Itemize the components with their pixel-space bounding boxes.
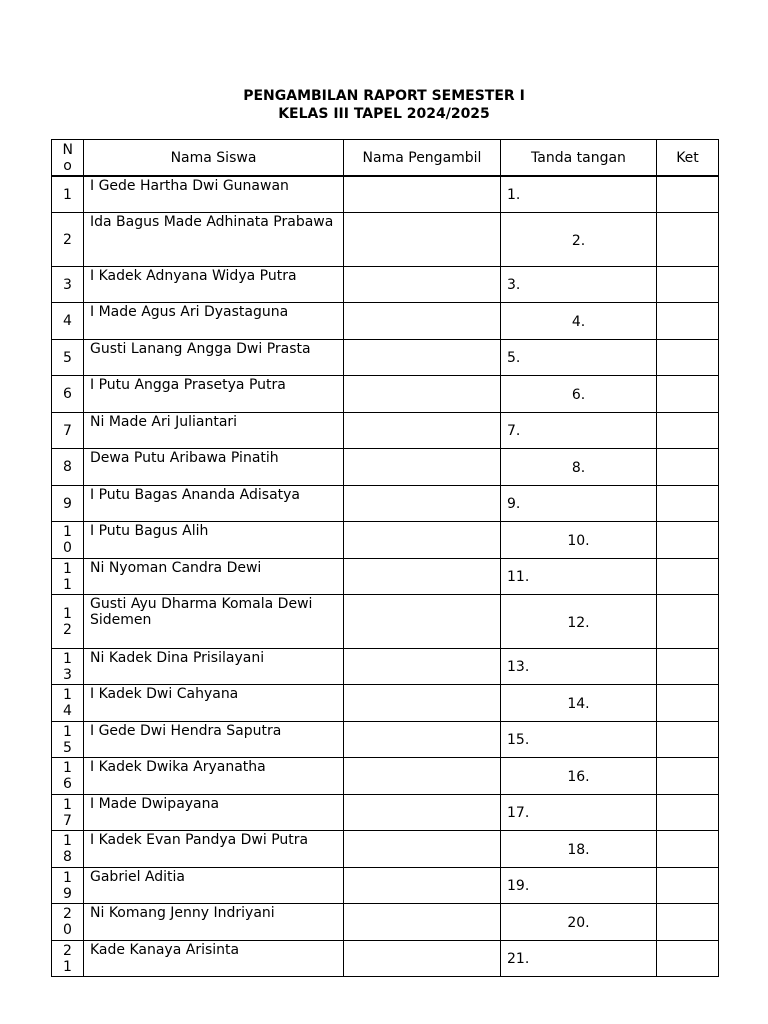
pengambil-cell [344, 340, 501, 376]
pengambil-cell [344, 868, 501, 904]
table-row [52, 522, 719, 559]
student-name: Ida Bagus Made Adhinata Prabawa [84, 213, 344, 267]
student-name: Dewa Putu Aribawa Pinatih [84, 449, 344, 486]
row-number: 1 [52, 176, 84, 213]
header-ket: Ket [657, 140, 719, 177]
row-number: 9 [52, 486, 84, 522]
table-row [52, 176, 719, 213]
row-number: 16 [52, 758, 84, 795]
header-nama-pengambil: Nama Pengambil [344, 140, 501, 177]
ket-cell [657, 685, 719, 722]
pengambil-cell [344, 941, 501, 977]
table-row [52, 413, 719, 449]
ket-cell [657, 449, 719, 486]
document-title [0, 87, 768, 123]
table-row [52, 340, 719, 376]
table-row [52, 267, 719, 303]
row-number: 8 [52, 449, 84, 486]
signature-cell: 5. [501, 340, 657, 376]
title-line-2: KELAS III TAPEL 2024/2025 [278, 106, 490, 122]
ket-cell [657, 795, 719, 831]
student-name: I Gede Hartha Dwi Gunawan [84, 176, 344, 213]
row-number: 19 [52, 868, 84, 904]
signature-cell: 20. [501, 904, 657, 941]
ket-cell [657, 376, 719, 413]
table-row [52, 795, 719, 831]
header-nama-siswa: Nama Siswa [84, 140, 344, 177]
student-name: I Putu Bagas Ananda Adisatya [84, 486, 344, 522]
student-name: I Kadek Dwi Cahyana [84, 685, 344, 722]
signature-cell: 8. [501, 449, 657, 486]
student-name: I Putu Angga Prasetya Putra [84, 376, 344, 413]
table-row [52, 449, 719, 486]
signature-cell: 17. [501, 795, 657, 831]
table-row [52, 758, 719, 795]
row-number: 17 [52, 795, 84, 831]
row-number: 2 [52, 213, 84, 267]
row-number: 20 [52, 904, 84, 941]
table-row [52, 486, 719, 522]
pengambil-cell [344, 449, 501, 486]
pengambil-cell [344, 486, 501, 522]
table-body [52, 176, 719, 977]
table-row [52, 722, 719, 758]
row-number: 12 [52, 595, 84, 649]
signature-cell: 10. [501, 522, 657, 559]
pengambil-cell [344, 559, 501, 595]
row-number: 13 [52, 649, 84, 685]
ket-cell [657, 486, 719, 522]
pengambil-cell [344, 176, 501, 213]
pengambil-cell [344, 831, 501, 868]
ket-cell [657, 522, 719, 559]
table-row [52, 559, 719, 595]
student-name: Ni Kadek Dina Prisilayani [84, 649, 344, 685]
signature-cell: 9. [501, 486, 657, 522]
student-name: I Gede Dwi Hendra Saputra [84, 722, 344, 758]
signature-cell: 15. [501, 722, 657, 758]
ket-cell [657, 303, 719, 340]
ket-cell [657, 559, 719, 595]
header-no: No [52, 140, 84, 177]
ket-cell [657, 213, 719, 267]
table-row [52, 868, 719, 904]
signature-cell: 18. [501, 831, 657, 868]
pengambil-cell [344, 649, 501, 685]
table-header-row [52, 140, 719, 177]
row-number: 11 [52, 559, 84, 595]
ket-cell [657, 176, 719, 213]
table-row [52, 941, 719, 977]
student-name: Ni Made Ari Juliantari [84, 413, 344, 449]
row-number: 7 [52, 413, 84, 449]
pengambil-cell [344, 758, 501, 795]
signature-cell: 11. [501, 559, 657, 595]
student-name: Gusti Ayu Dharma Komala Dewi Sidemen [84, 595, 344, 649]
student-name: I Made Agus Ari Dyastaguna [84, 303, 344, 340]
student-name: Ni Nyoman Candra Dewi [84, 559, 344, 595]
student-name: I Made Dwipayana [84, 795, 344, 831]
table-row [52, 376, 719, 413]
row-number: 10 [52, 522, 84, 559]
signature-cell: 16. [501, 758, 657, 795]
ket-cell [657, 941, 719, 977]
row-number: 14 [52, 685, 84, 722]
row-number: 6 [52, 376, 84, 413]
ket-cell [657, 267, 719, 303]
table-row [52, 649, 719, 685]
ket-cell [657, 413, 719, 449]
pengambil-cell [344, 685, 501, 722]
ket-cell [657, 904, 719, 941]
table-row [52, 685, 719, 722]
table-row [52, 213, 719, 267]
table-row [52, 303, 719, 340]
signature-cell: 14. [501, 685, 657, 722]
pengambil-cell [344, 267, 501, 303]
row-number: 21 [52, 941, 84, 977]
ket-cell [657, 831, 719, 868]
ket-cell [657, 649, 719, 685]
header-tanda-tangan: Tanda tangan [501, 140, 657, 177]
pengambil-cell [344, 213, 501, 267]
signature-cell: 3. [501, 267, 657, 303]
signature-cell: 1. [501, 176, 657, 213]
signature-cell: 2. [501, 213, 657, 267]
pengambil-cell [344, 376, 501, 413]
pengambil-cell [344, 795, 501, 831]
student-name: Kade Kanaya Arisinta [84, 941, 344, 977]
signature-cell: 13. [501, 649, 657, 685]
ket-cell [657, 595, 719, 649]
student-name: Gusti Lanang Angga Dwi Prasta [84, 340, 344, 376]
signature-cell: 7. [501, 413, 657, 449]
row-number: 15 [52, 722, 84, 758]
table-row [52, 831, 719, 868]
pengambil-cell [344, 522, 501, 559]
pengambil-cell [344, 904, 501, 941]
signature-cell: 6. [501, 376, 657, 413]
signature-cell: 4. [501, 303, 657, 340]
student-name: I Kadek Evan Pandya Dwi Putra [84, 831, 344, 868]
row-number: 18 [52, 831, 84, 868]
signature-cell: 19. [501, 868, 657, 904]
table-row [52, 904, 719, 941]
signature-cell: 12. [501, 595, 657, 649]
student-name: Gabriel Aditia [84, 868, 344, 904]
row-number: 3 [52, 267, 84, 303]
ket-cell [657, 722, 719, 758]
student-name: I Kadek Dwika Aryanatha [84, 758, 344, 795]
student-name: I Putu Bagus Alih [84, 522, 344, 559]
pengambil-cell [344, 595, 501, 649]
ket-cell [657, 340, 719, 376]
ket-cell [657, 758, 719, 795]
ket-cell [657, 868, 719, 904]
student-name: I Kadek Adnyana Widya Putra [84, 267, 344, 303]
signature-cell: 21. [501, 941, 657, 977]
table-row [52, 595, 719, 649]
pengambil-cell [344, 303, 501, 340]
pengambil-cell [344, 722, 501, 758]
raport-table [51, 139, 719, 977]
row-number: 4 [52, 303, 84, 340]
title-line-1: PENGAMBILAN RAPORT SEMESTER I [243, 88, 525, 104]
student-name: Ni Komang Jenny Indriyani [84, 904, 344, 941]
pengambil-cell [344, 413, 501, 449]
row-number: 5 [52, 340, 84, 376]
